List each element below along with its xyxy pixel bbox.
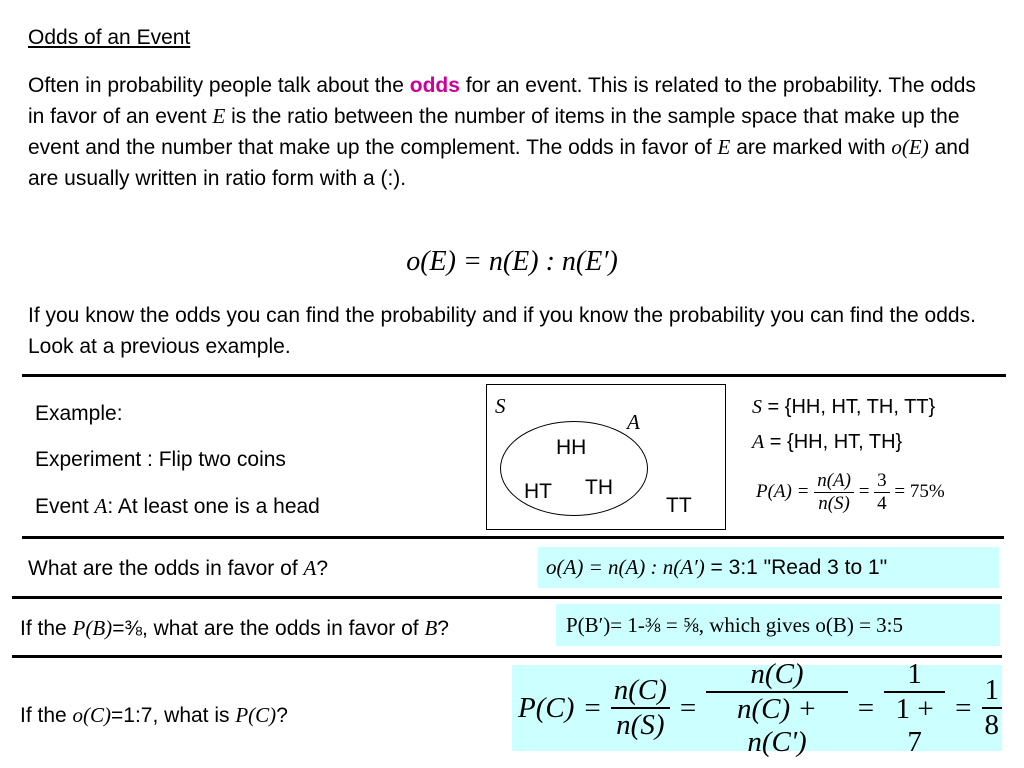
- venn-label-s: S: [495, 394, 506, 418]
- a1-text: = 3:1 "Read 3 to 1": [704, 556, 888, 579]
- set-a-def: = {HH, HT, TH}: [764, 431, 903, 453]
- q1-prefix: What are the odds in favor of: [28, 557, 304, 580]
- a3-eq-3: =: [857, 691, 875, 724]
- odds-formula: o(E) = n(E) : n(E′): [406, 246, 618, 277]
- page-title: Odds of an Event: [28, 26, 191, 49]
- divider-2: [22, 536, 1004, 539]
- prob-fraction-1: [814, 470, 854, 515]
- example-experiment: Experiment : Flip two coins: [35, 448, 286, 471]
- answer-1-box: [538, 547, 999, 588]
- a3-eq-1: =: [584, 691, 601, 724]
- intro-odds-notation: o(E): [891, 135, 929, 159]
- event-set-definition: [752, 431, 902, 454]
- q2-var: B: [424, 616, 438, 640]
- prob-equals: =: [858, 480, 870, 502]
- event-var: A: [94, 494, 108, 518]
- venn-outcome-hh: HH: [556, 436, 587, 459]
- sample-space-definition: [752, 396, 935, 419]
- second-paragraph: If you know the odds you can find the probability and if you know the probability you can find the odds. Look at a previous example.: [28, 304, 976, 358]
- divider-1: [22, 374, 1006, 377]
- q2-pb: P(B): [72, 616, 113, 640]
- intro-paragraph: [28, 70, 998, 194]
- prob-num-1: n(A): [817, 470, 851, 491]
- question-3: [20, 703, 288, 728]
- a3-fraction-4: [982, 674, 1003, 742]
- a3-den-1: n(S): [611, 707, 670, 742]
- venn-outcome-ht: HT: [524, 480, 552, 503]
- odds-highlight: odds: [409, 74, 460, 97]
- q3-prefix: If the: [20, 704, 73, 727]
- venn-label-a: A: [627, 410, 640, 434]
- answer-3-box: [512, 657, 1002, 758]
- intro-text-3: is the ratio between the number of items in the sample space that make up the event and the number that make up the complement. The odds in favor of: [28, 105, 960, 159]
- q1-suffix: ?: [316, 557, 328, 580]
- a3-fraction-2: [706, 658, 847, 759]
- divider-3: [12, 596, 1002, 599]
- a3-den-2: n(C) + n(C'): [706, 691, 847, 759]
- q3-mid: =1:7, what is: [111, 704, 236, 727]
- answer-2-box: P(B′)= 1-⅜ = ⅝, which gives o(B) = 3:5: [556, 604, 1000, 646]
- prob-den-1: n(S): [814, 492, 854, 515]
- example-label: Example:: [35, 402, 123, 425]
- a1-math: o(A) = n(A) : n(A′): [546, 555, 705, 579]
- q2-mid: =⅜, what are the odds in favor of: [112, 617, 425, 640]
- example-event: [35, 494, 320, 519]
- q2-suffix: ?: [437, 617, 449, 640]
- prob-num-2: 3: [877, 470, 887, 491]
- probability-calculation: [756, 470, 945, 515]
- prob-den-2: 4: [874, 492, 890, 515]
- set-s-var: S: [752, 396, 762, 418]
- event-prefix: Event: [35, 495, 95, 518]
- a3-num-1: n(C): [613, 674, 667, 706]
- prob-lhs: P(A) =: [756, 480, 810, 502]
- prob-fraction-2: [874, 470, 890, 515]
- question-2: [20, 616, 449, 641]
- a3-lhs: P(C): [518, 691, 575, 724]
- a3-eq-4: =: [955, 691, 972, 724]
- a3-eq-2: =: [679, 691, 697, 724]
- q3-pc: P(C): [235, 703, 277, 727]
- venn-outcome-tt: TT: [666, 494, 692, 517]
- intro-var-e: E: [212, 104, 226, 128]
- a3-num-4: 1: [984, 674, 999, 706]
- a3-num-2: n(C): [750, 657, 804, 690]
- venn-outcome-th: TH: [585, 476, 613, 499]
- q1-var: A: [303, 556, 317, 580]
- prob-result: = 75%: [894, 480, 945, 502]
- a3-fraction-3: [884, 658, 945, 759]
- a3-fraction-1: [611, 674, 670, 742]
- a3-den-4: 8: [982, 707, 1003, 742]
- intro-text-4: are marked with: [730, 136, 892, 159]
- q3-suffix: ?: [276, 704, 288, 727]
- intro-var-e-2: E: [717, 135, 731, 159]
- a3-den-3: 1 + 7: [884, 691, 945, 759]
- q2-prefix: If the: [20, 617, 73, 640]
- a3-num-3: 1: [907, 657, 922, 690]
- divider-4: [12, 655, 1002, 658]
- set-a-var: A: [752, 431, 765, 453]
- intro-text-2: for an event. This is related to the probability. The odds in favor of an event: [28, 74, 976, 128]
- set-s-def: = {HH, HT, TH, TT}: [762, 396, 936, 418]
- q3-oc: o(C): [72, 703, 112, 727]
- event-suffix: : At least one is a head: [107, 495, 320, 518]
- question-1: [28, 556, 328, 581]
- intro-text-5: and are usually written in ratio form with a (:).: [28, 136, 970, 190]
- intro-text-1: Often in probability people talk about the: [28, 74, 410, 97]
